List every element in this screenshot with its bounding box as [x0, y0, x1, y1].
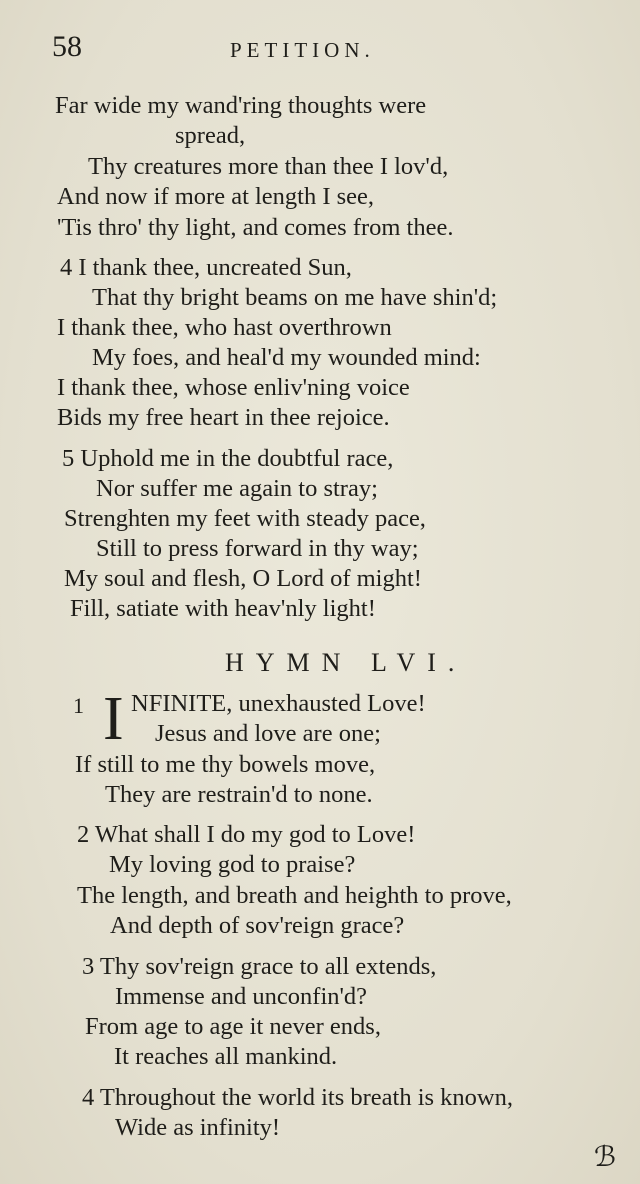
verse-line: 4 Throughout the world its breath is known, — [82, 1084, 513, 1111]
verse-line: 5 Uphold me in the doubtful race, — [62, 445, 394, 472]
verse-line: Immense and unconfin'd? — [115, 983, 368, 1010]
verse-line: Thy creatures more than thee I lov'd, — [88, 153, 449, 180]
verse-line: And now if more at length I see, — [57, 183, 375, 210]
page-number: 58 — [52, 30, 82, 63]
verse-line: 2 What shall I do my god to Love! — [77, 821, 416, 848]
verse-line: I thank thee, who hast overthrown — [57, 314, 392, 341]
verse-line: If still to me thy bowels move, — [75, 751, 376, 778]
verse-line: 4 I thank thee, uncreated Sun, — [60, 254, 352, 281]
verse-line: It reaches all mankind. — [114, 1043, 338, 1070]
verse-line: NFINITE, unexhausted Love! — [131, 690, 426, 717]
verse-line: The length, and breath and heighth to prove, — [77, 882, 512, 909]
verse-line: My soul and flesh, O Lord of might! — [64, 565, 422, 592]
verse-line: Strenghten my feet with steady pace, — [64, 505, 426, 532]
verse-line: I thank thee, whose enliv'ning voice — [57, 374, 410, 401]
verse-line: spread, — [175, 122, 246, 149]
verse-line: Nor suffer me again to stray; — [96, 475, 378, 502]
drop-cap: I — [103, 685, 124, 753]
verse-line: Wide as infinity! — [115, 1114, 281, 1141]
catchword-mark: ℬ — [594, 1142, 617, 1173]
stanza-number: 1 — [73, 693, 84, 718]
verse-line: And depth of sov'reign grace? — [110, 912, 405, 939]
verse-line: Bids my free heart in thee rejoice. — [57, 404, 390, 431]
verse-line: Fill, satiate with heav'nly light! — [70, 595, 376, 622]
verse-line: That thy bright beams on me have shin'd; — [92, 284, 498, 311]
page-header — [52, 30, 612, 70]
verse-line: My loving god to praise? — [109, 851, 356, 878]
verse-line: Jesus and love are one; — [155, 720, 381, 747]
verse-line: They are restrain'd to none. — [105, 781, 373, 808]
verse-line: Far wide my wand'ring thoughts were — [55, 92, 427, 119]
verse-line: My foes, and heal'd my wounded mind: — [92, 344, 481, 371]
verse-line: From age to age it never ends, — [85, 1013, 381, 1040]
verse-line: 3 Thy sov'reign grace to all extends, — [82, 953, 437, 980]
verse-line: 'Tis thro' thy light, and comes from thee. — [57, 214, 454, 241]
hymn-title: HYMN LVI. — [225, 648, 467, 677]
verse-line: Still to press forward in thy way; — [96, 535, 419, 562]
running-head: PETITION. — [230, 38, 375, 62]
